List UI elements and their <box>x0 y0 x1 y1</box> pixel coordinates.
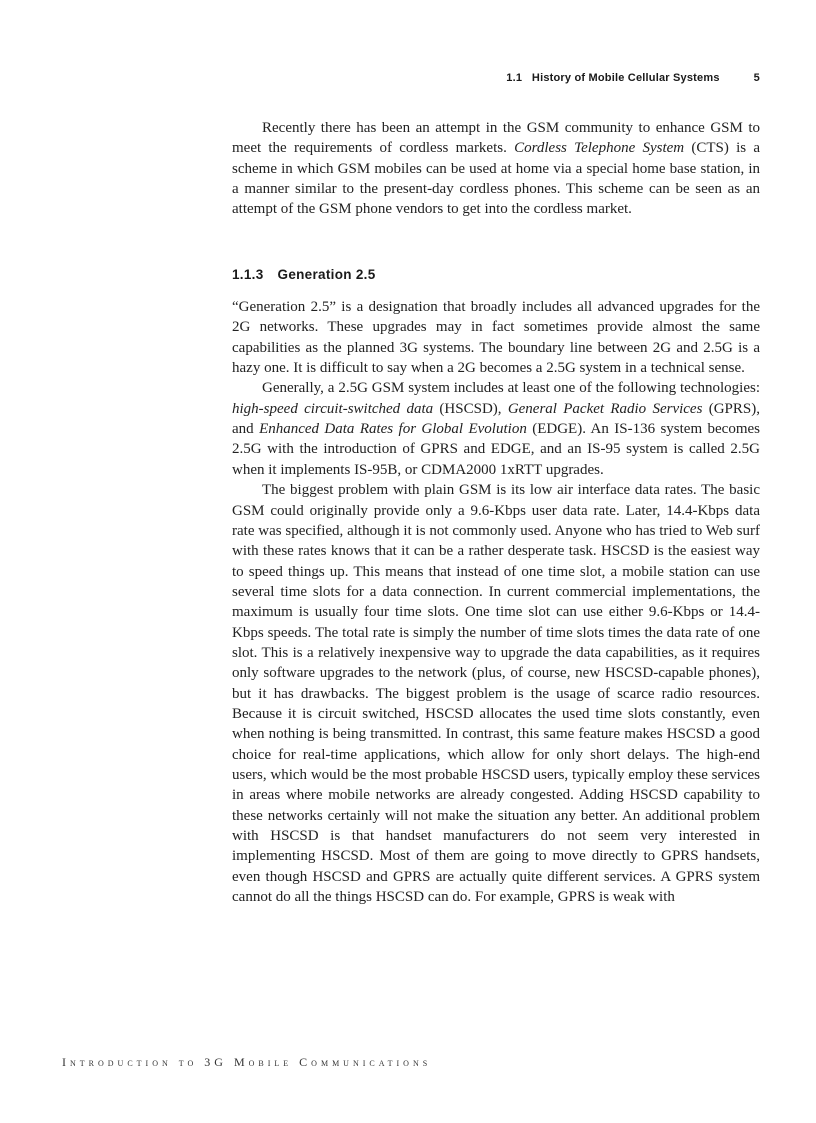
running-header-section: 1.1 History of Mobile Cellular Systems <box>506 72 720 84</box>
paragraph-generation-2-5: “Generation 2.5” is a designation that broadly includes all advanced upgrades for the 2G networks. These upgrades may in fact sometimes provide almost the same capabilities as the planned 3G systems. The boundary line between 2G and 2.5G is a hazy one. It is difficult to say when a 2G becomes a 2.5G system in a technical sense. <box>232 299 760 377</box>
running-header <box>232 72 760 84</box>
p2-text-1: Generally, a 2.5G GSM system includes at least one of the following technologies: <box>262 380 760 397</box>
section-title: Generation 2.5 <box>277 266 376 282</box>
term-hscsd: high-speed circuit-switched data <box>232 400 434 417</box>
footer-book-title: Introduction to 3G Mobile Communications <box>62 1055 432 1069</box>
term-gprs: General Packet Radio Services <box>507 400 703 417</box>
intro-term-cts: Cordless Telephone System <box>514 140 685 157</box>
p2-text-3: (GPRS), and <box>232 400 760 438</box>
intro-text-1: Recently there has been an attempt in the GSM community to enhance GSM to meet the requirements of cordless markets. <box>232 120 760 157</box>
paragraph-technologies <box>232 378 760 480</box>
p2-text-2: (HSCSD), <box>433 400 508 417</box>
body-text <box>232 118 760 907</box>
page-number: 5 <box>753 72 760 84</box>
p2-text-4: (EDGE). An IS-136 system becomes 2.5G with the introduction of GPRS and EDGE, and an IS-95 system is called 2.5G when it implements IS-95B, or CDMA2000 1xRTT upgrades. <box>232 421 760 478</box>
paragraph-gsm-data-rates: The biggest problem with plain GSM is its low air interface data rates. The basic GSM could originally provide only a 9.6-Kbps user data rate. Later, 14.4-Kbps data rate was specified, although it is not commonly used. Anyone who has tried to Web surf with these rates knows that it can be a rather desperate task. HSCSD is the easiest way to speed things up. This means that instead of one time slot, a mobile station can use several time slots for a data connection. In current commercial implementations, the maximum is usually four time slots. One time slot can use either 9.6-Kbps or 14.4-Kbps speeds. The total rate is simply the number of time slots times the data rate of one slot. This is a relatively inexpensive way to upgrade the data capabilities, as it requires only software upgrades to the network (plus, of course, new HSCSD-capable phones), but it has drawbacks. The biggest problem is the usage of scarce radio resources. Because it is circuit switched, HSCSD allocates the used time slots constantly, even when nothing is being transmitted. In contrast, this same feature makes HSCSD a good choice for real-time applications, which allow for only short delays. The high-end users, which would be the most probable HSCSD users, typically employ these services in areas where mobile networks are already congested. Adding HSCSD capability to these networks certainly will not make the situation any better. An additional problem with HSCSD is that handset manufacturers do not seem very interested in implementing HSCSD. Most of them are going to move directly to GPRS handsets, even though HSCSD and GPRS are actually quite different services. A GPRS system cannot do all the things HSCSD can do. For example, GPRS is weak with <box>232 482 760 906</box>
section-number: 1.1.3 <box>232 266 264 282</box>
section-heading <box>232 265 760 285</box>
term-edge: Enhanced Data Rates for Global Evolution <box>259 421 527 438</box>
intro-paragraph <box>232 118 760 220</box>
intro-text-2: (CTS) is a scheme in which GSM mobiles can be used at home via a special home base station, in a manner similar to the present-day cordless phones. This scheme can be seen as an attempt of the GSM phone vendors to get into the cordless market. <box>232 140 760 218</box>
